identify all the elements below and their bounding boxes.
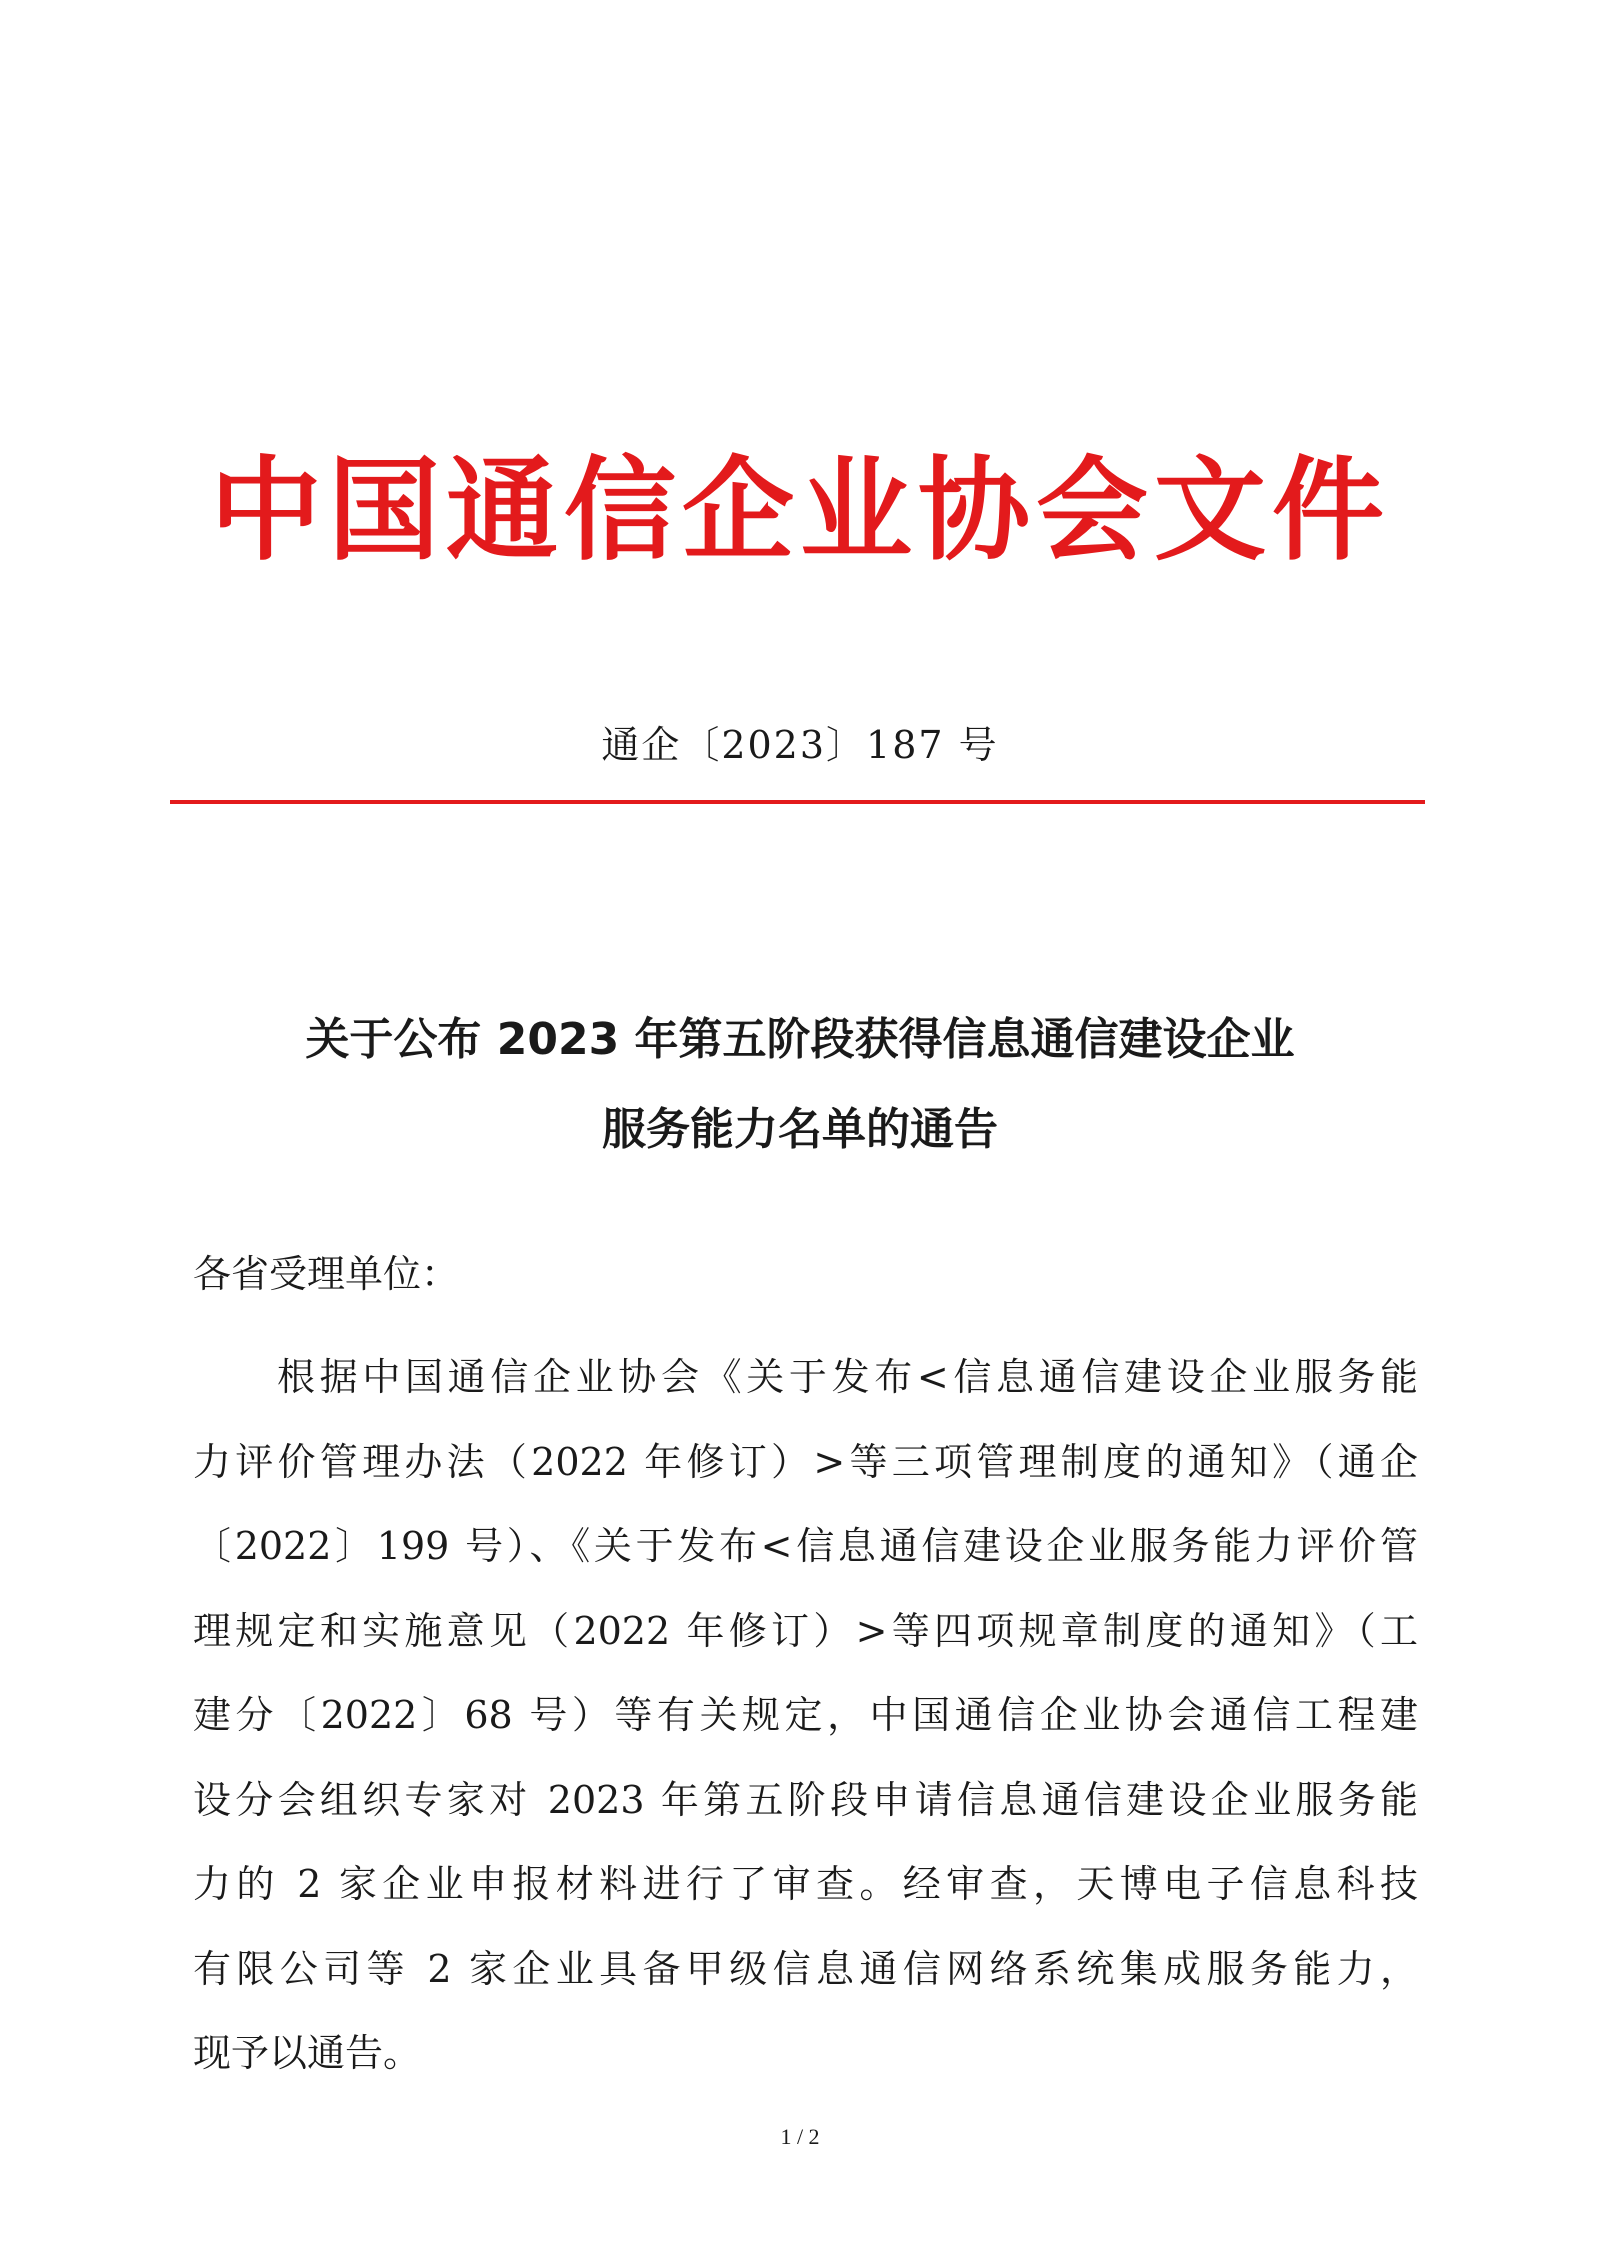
- notice-title-line-1: 关于公布 2023 年第五阶段获得信息通信建设企业: [305, 1014, 1295, 1065]
- notice-title: [0, 995, 1600, 1175]
- body-line: 有限公司等 2 家企业具备甲级信息通信网络系统集成服务能力，: [193, 1946, 1418, 1991]
- body-line: 力评价管理办法（2022 年修订）>等三项管理制度的通知》（通企: [193, 1439, 1418, 1484]
- red-divider-line: [170, 800, 1425, 804]
- salutation: 各省受理单位：: [193, 1252, 460, 1296]
- notice-title-line-2: 服务能力名单的通告: [602, 1104, 998, 1155]
- body-line: 根据中国通信企业协会《关于发布<信息通信建设企业服务能: [277, 1355, 1418, 1399]
- body-line: 设分会组织专家对 2023 年第五阶段申请信息通信建设企业服务能: [193, 1777, 1418, 1822]
- page-number: 1 / 2: [780, 2124, 820, 2149]
- body-line: 力的 2 家企业申报材料进行了审查。经审查，天博电子信息科技: [193, 1862, 1418, 1906]
- document-number: 通企〔2023〕187 号: [601, 723, 999, 767]
- body-paragraph: [193, 1335, 1418, 2096]
- body-line: 〔2022〕199 号）、《关于发布<信息通信建设企业服务能力评价管: [193, 1524, 1418, 1568]
- body-line: 理规定和实施意见（2022 年修订）>等四项规章制度的通知》（工: [193, 1608, 1418, 1653]
- issuer-header-title: 中国通信企业协会文件: [210, 446, 1390, 576]
- body-line: 建分〔2022〕68 号）等有关规定，中国通信企业协会通信工程建: [193, 1693, 1418, 1737]
- body-line: 现予以通告。: [193, 2031, 422, 2075]
